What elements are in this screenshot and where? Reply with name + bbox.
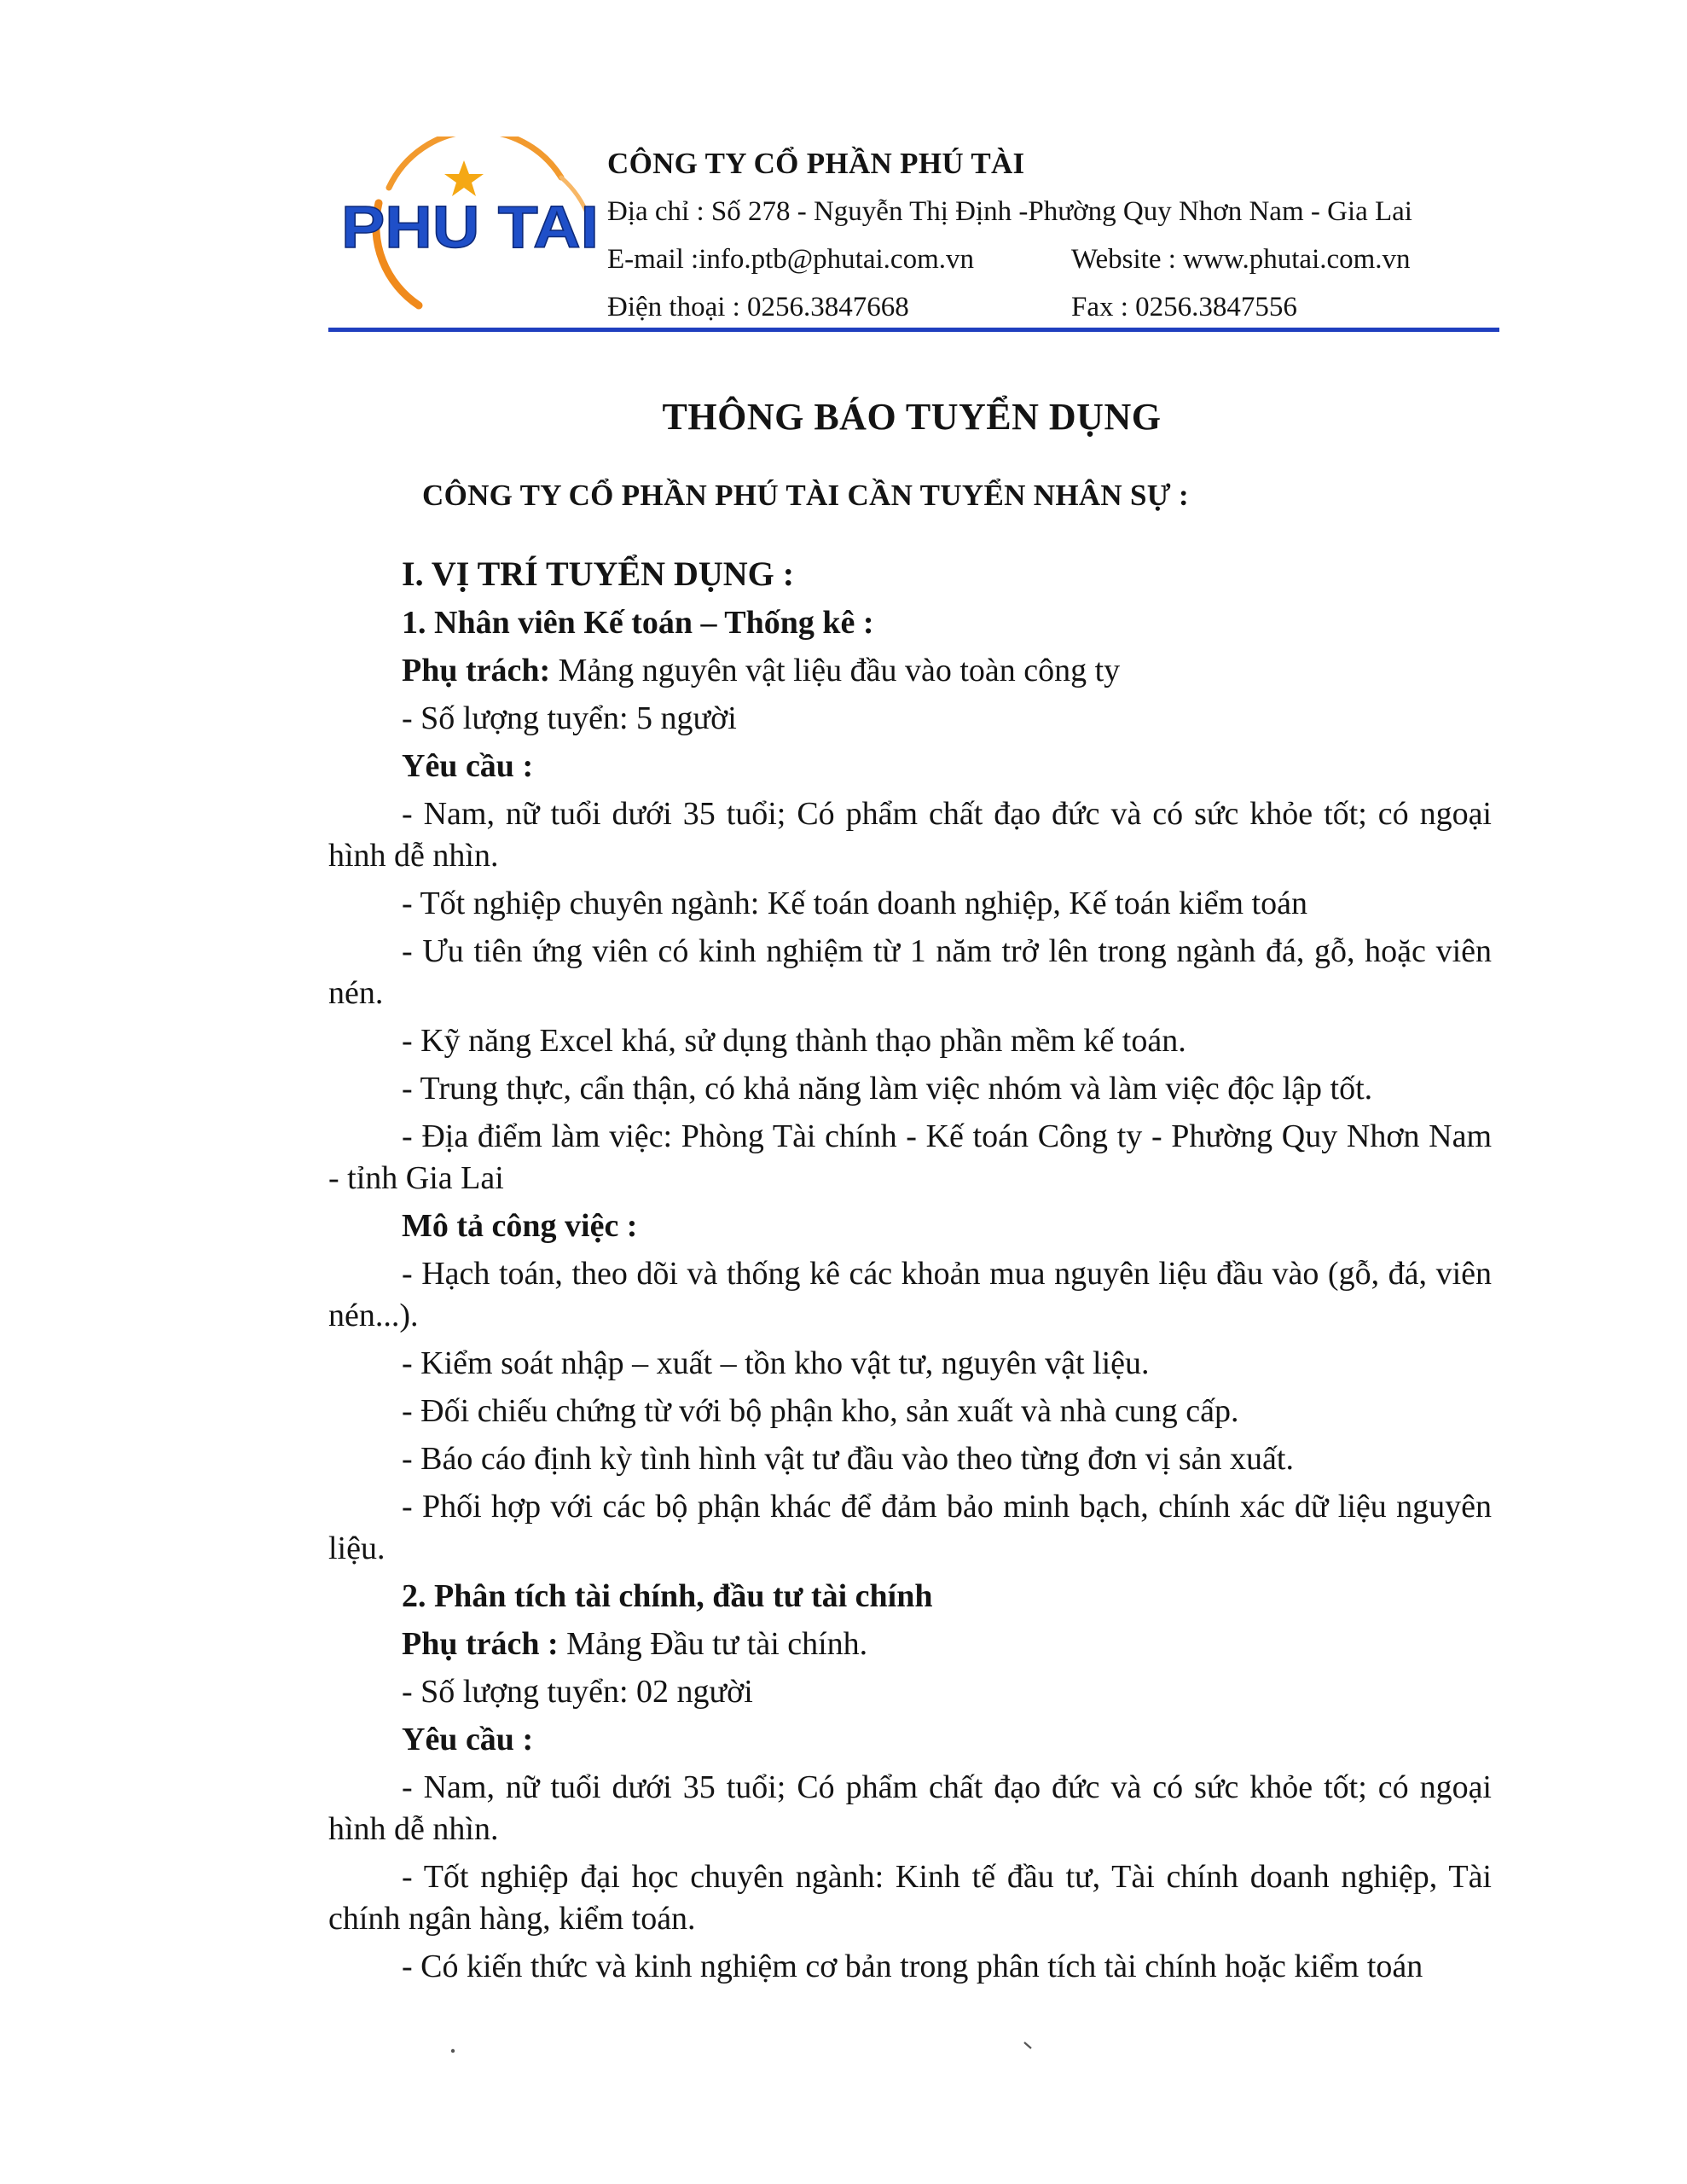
- in-charge-label: Phụ trách:: [402, 653, 551, 688]
- company-fax: Fax : 0256.3847556: [1071, 292, 1297, 322]
- description-item: - Phối hợp với các bộ phận khác để đảm bảo minh bạch, chính xác dữ liệu nguyên liệu.: [328, 1489, 1492, 1566]
- in-charge-value: Mảng Đầu tư tài chính.: [558, 1626, 868, 1662]
- document-title: THÔNG BÁO TUYỂN DỤNG: [662, 396, 1162, 438]
- logo-text: PHU TAI: [341, 194, 599, 260]
- section-heading: I. VỊ TRÍ TUYỂN DỤNG :: [402, 555, 795, 593]
- position-2-quantity: - Số lượng tuyển: 02 người: [402, 1674, 753, 1710]
- requirement-item: - Tốt nghiệp đại học chuyên ngành: Kinh tế đầu tư, Tài chính doanh nghiệp, Tài chính ngân hàng, kiểm toán.: [328, 1859, 1492, 1937]
- document-subtitle: CÔNG TY CỔ PHẦN PHÚ TÀI CẦN TUYỂN NHÂN SỰ :: [422, 479, 1189, 512]
- position-1-heading: 1. Nhân viên Kế toán – Thống kê :: [402, 605, 874, 641]
- company-address: Địa chỉ : Số 278 - Nguyễn Thị Định -Phường Quy Nhơn Nam - Gia Lai: [607, 196, 1412, 227]
- description-item: - Kiểm soát nhập – xuất – tồn kho vật tư, nguyên vật liệu.: [402, 1345, 1150, 1381]
- company-phone: Điện thoại : 0256.3847668: [607, 292, 909, 322]
- company-name: CÔNG TY CỔ PHẦN PHÚ TÀI: [607, 147, 1025, 180]
- position-1-requirements-label: Yêu cầu :: [402, 748, 534, 784]
- position-1-quantity: - Số lượng tuyển: 5 người: [402, 700, 737, 736]
- description-item: - Hạch toán, theo dõi và thống kê các khoản mua nguyên liệu đầu vào (gỗ, đá, viên nén...).: [328, 1256, 1492, 1333]
- requirement-item: - Địa điểm làm việc: Phòng Tài chính - Kế toán Công ty - Phường Quy Nhơn Nam - tỉnh Gia Lai: [328, 1118, 1492, 1196]
- requirement-item: - Có kiến thức và kinh nghiệm cơ bản trong phân tích tài chính hoặc kiểm toán: [402, 1949, 1423, 1984]
- position-2-in-charge: [328, 1623, 1492, 1665]
- company-website: Website : www.phutai.com.vn: [1071, 244, 1411, 275]
- company-email: E-mail :info.ptb@phutai.com.vn: [607, 244, 974, 275]
- requirement-item: - Trung thực, cẩn thận, có khả năng làm việc nhóm và làm việc độc lập tốt.: [402, 1071, 1373, 1107]
- in-charge-label: Phụ trách :: [402, 1626, 559, 1662]
- position-1-description-label: Mô tả công việc :: [402, 1208, 638, 1244]
- cut-off-text-marks: [0, 2037, 1687, 2063]
- document-body: [328, 552, 1492, 1994]
- requirement-item: - Kỹ năng Excel khá, sử dụng thành thạo phần mềm kế toán.: [402, 1023, 1186, 1059]
- requirement-item: - Nam, nữ tuổi dưới 35 tuổi; Có phẩm chất đạo đức và có sức khỏe tốt; có ngoại hình dễ nhìn.: [328, 1769, 1492, 1847]
- requirement-item: - Nam, nữ tuổi dưới 35 tuổi; Có phẩm chất đạo đức và có sức khỏe tốt; có ngoại hình dễ nhìn.: [328, 796, 1492, 874]
- requirement-item: - Tốt nghiệp chuyên ngành: Kế toán doanh nghiệp, Kế toán kiểm toán: [402, 886, 1307, 921]
- position-2-heading: 2. Phân tích tài chính, đầu tư tài chính: [402, 1578, 933, 1614]
- position-1-in-charge: [328, 650, 1492, 692]
- in-charge-value: Mảng nguyên vật liệu đầu vào toàn công ty: [550, 653, 1121, 688]
- description-item: - Báo cáo định kỳ tình hình vật tư đầu vào theo từng đơn vị sản xuất.: [402, 1441, 1294, 1477]
- header-divider: [328, 328, 1499, 332]
- description-item: - Đối chiếu chứng từ với bộ phận kho, sản xuất và nhà cung cấp.: [402, 1393, 1239, 1429]
- phu-tai-logo: [338, 136, 602, 320]
- requirement-item: - Ưu tiên ứng viên có kinh nghiệm từ 1 năm trở lên trong ngành đá, gỗ, hoặc viên nén.: [328, 933, 1492, 1011]
- position-2-requirements-label: Yêu cầu :: [402, 1722, 534, 1757]
